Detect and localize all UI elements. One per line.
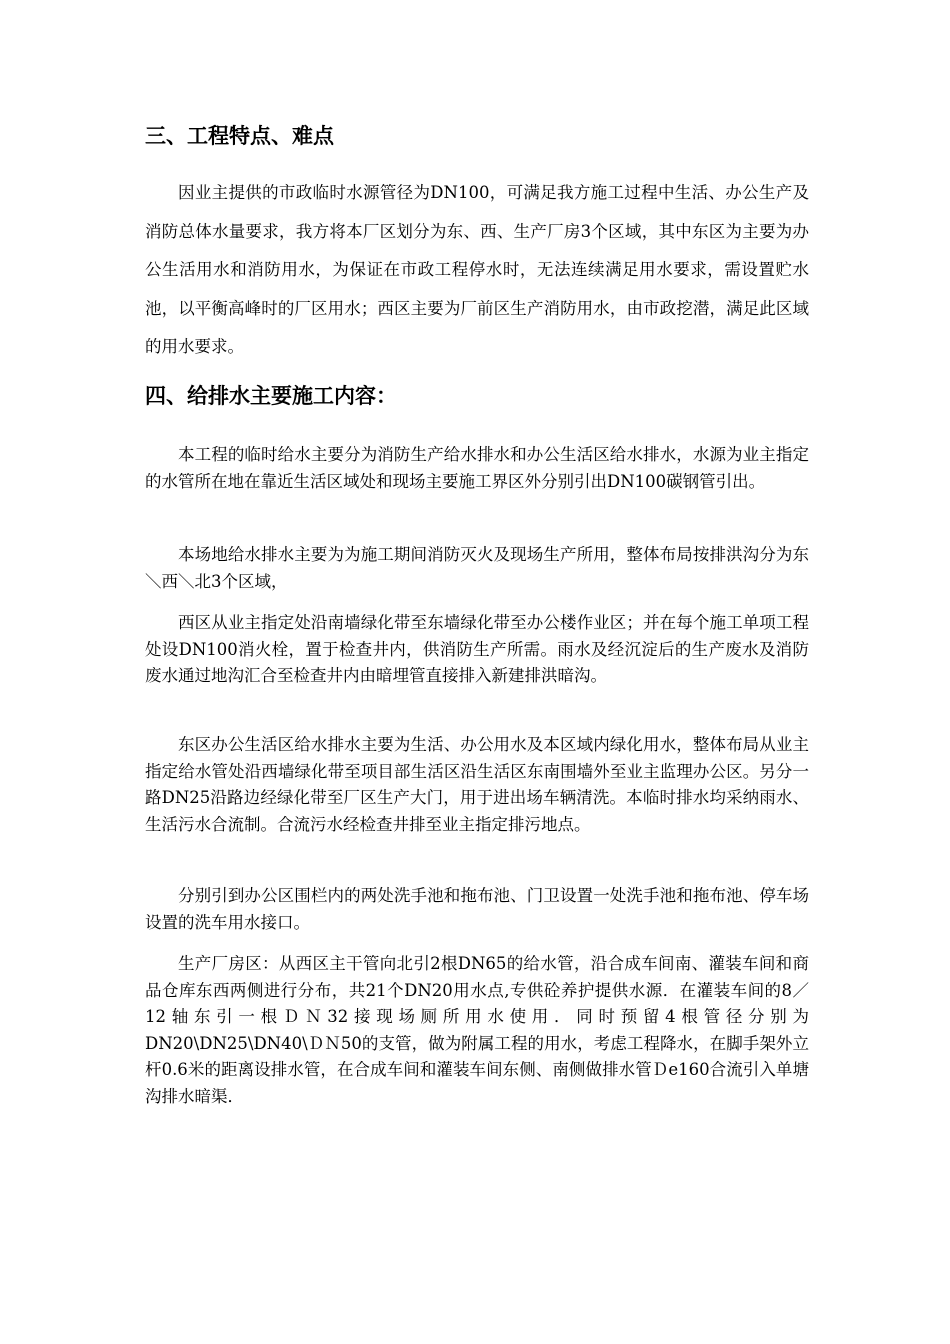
section-heading-features: 三、工程特点、难点 <box>145 124 334 148</box>
paragraph-production-area: 生产厂房区：从西区主干管向北引2根DN65的给水管，沿合成车间南、灌装车间和商品仓库东西两侧进行分布，共21个DN20用水点,专供砼养护提供水源．在灌装车间的8／12轴东引一根ＤＮ32接现场厕所用水使用．同时预留4根管径分别为DN20\DN25\DN40\ＤＮ50的支管，做为附属工程的用水，考虑工程降水，在脚手架外立杆0.6米的距离设排水管，在合成车间和灌装车间东侧、南侧做排水管Ｄe160合流引入单塘沟排水暗渠． <box>145 954 809 1106</box>
paragraph-water-source: 本工程的临时给水主要分为消防生产给水排水和办公生活区给水排水，水源为业主指定的水管所在地在靠近生活区域处和现场主要施工界区外分别引出DN100碳钢管引出。 <box>145 445 809 491</box>
paragraph-site-layout: 本场地给水排水主要为为施工期间消防灭火及现场生产所用，整体布局按排洪沟分为东＼西＼北3个区域， <box>145 545 809 591</box>
paragraph-east-zone: 东区办公生活区给水排水主要为生活、办公用水及本区域内绿化用水，整体布局从业主指定给水管处沿西墙绿化带至项目部生活区沿生活区东南围墙外至业主监理办公区。另分一路DN25沿路边经绿化带至厂区生产大门，用于进出场车辆清洗。本临时排水均采纳雨水、生活污水合流制。合流污水经检查井排至业主指定排污地点。 <box>145 735 809 834</box>
paragraph-wash-basins: 分别引到办公区围栏内的两处洗手池和拖布池、门卫设置一处洗手池和拖布池、停车场设置的洗车用水接口。 <box>145 886 809 932</box>
section-heading-water-works: 四、给排水主要施工内容： <box>145 384 397 408</box>
paragraph-west-zone: 西区从业主指定处沿南墙绿化带至东墙绿化带至办公楼作业区；并在每个施工单项工程处设DN100消火栓，置于检查井内，供消防生产所需。雨水及经沉淀后的生产废水及消防废水通过地沟汇合至检查井内由暗埋管直接排入新建排洪暗沟。 <box>145 613 809 685</box>
paragraph-features: 因业主提供的市政临时水源管径为DN100，可满足我方施工过程中生活、办公生产及消防总体水量要求，我方将本厂区划分为东、西、生产厂房3个区域，其中东区为主要为办公生活用水和消防用水，为保证在市政工程停水时，无法连续满足用水要求，需设置贮水池，以平衡高峰时的厂区用水；西区主要为厂前区生产消防用水，由市政挖潜，满足此区域的用水要求。 <box>145 183 809 356</box>
